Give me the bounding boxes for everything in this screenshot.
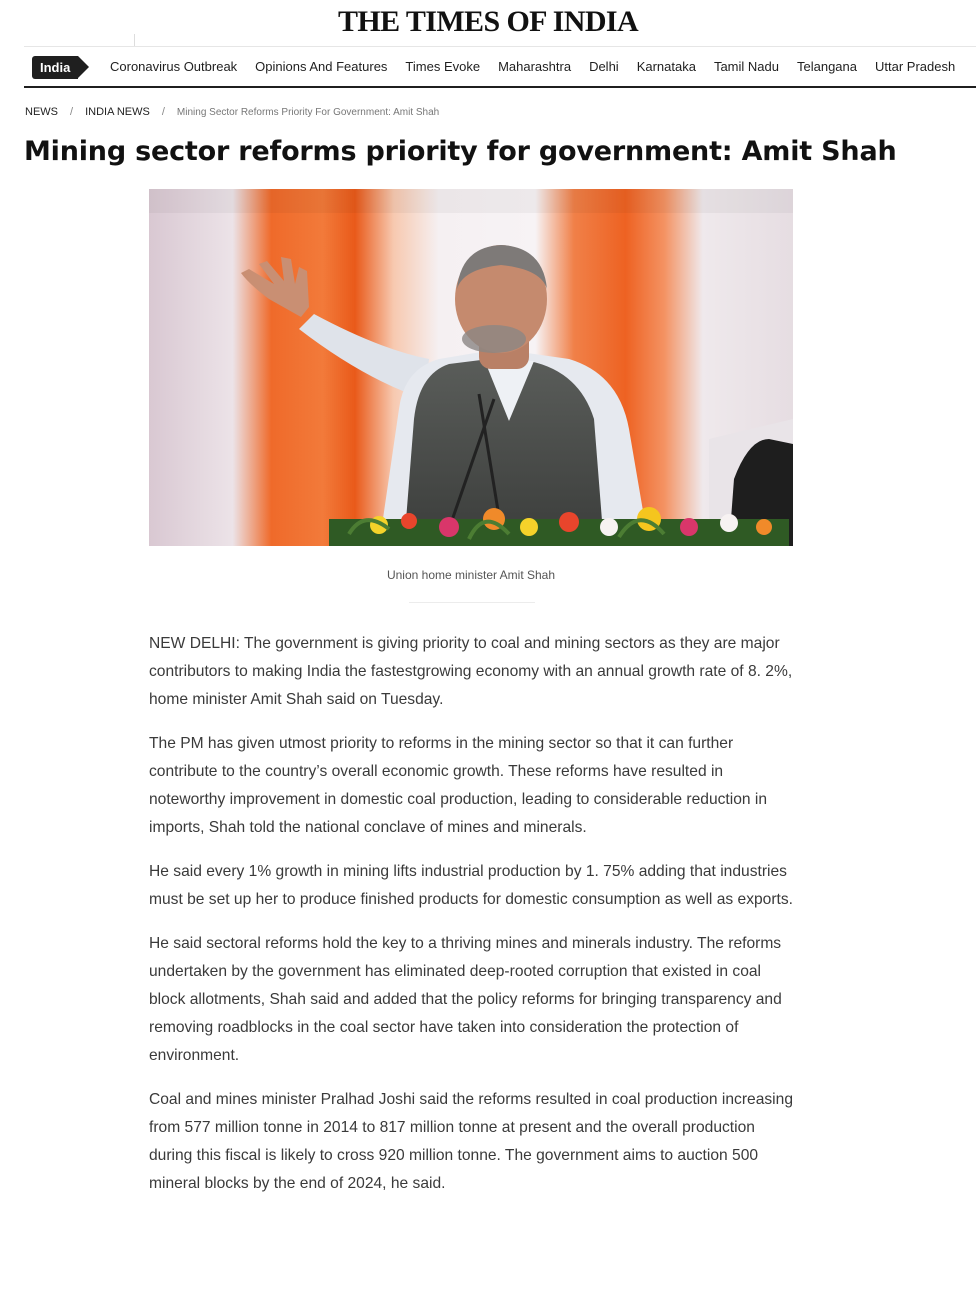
breadcrumb	[25, 106, 439, 118]
article-paragraph: He said every 1% growth in mining lifts industrial production by 1. 75% adding that industries must be set up her to produce finished products for domestic consumption as well as exports.	[149, 863, 794, 908]
nav-item-delhi[interactable]: Delhi	[589, 59, 619, 74]
nav-item-telangana[interactable]: Telangana	[796, 59, 857, 74]
article-paragraph: NEW DELHI: The government is giving priority to coal and mining sectors as they are major contributors to making India the fastestgrowing economy with an annual growth rate of 8. 2%, home minister Amit Shah said on Tuesday.	[149, 635, 793, 708]
article-paragraph: He said sectoral reforms hold the key to a thriving mines and minerals industry. The reforms undertaken by the government has eliminated deep-rooted corruption that existed in coal block allotments, Shah said and added that the policy reforms for bringing transparency and removing roadblocks in the coal sector have taken into consideration the protection of environment.	[149, 935, 782, 1064]
image-caption: Union home minister Amit Shah	[386, 568, 556, 582]
breadcrumb-india-news[interactable]: INDIA NEWS	[85, 106, 150, 118]
article-paragraph: Coal and mines minister Pralhad Joshi said the reforms resulted in coal production increasing from 577 million tonne in 2014 to 817 million tonne at present and the overall production during this fiscal is likely to cross 920 million tonne. The government aims to auction 500 mineral blocks by the end of 2024, he said.	[149, 1091, 793, 1192]
article-body	[149, 630, 797, 1214]
masthead-divider	[134, 34, 135, 46]
nav-item-maharashtra[interactable]: Maharashtra	[498, 59, 572, 74]
nav-items	[110, 47, 973, 87]
article-hero-image	[149, 189, 793, 546]
site-logo[interactable]: THE TIMES OF INDIA	[337, 5, 639, 38]
article-paragraph: The PM has given utmost priority to reforms in the mining sector so that it can further contribute to the country’s overall economic growth. These reforms have resulted in noteworthy improvement in domestic coal production, leading to considerable reduction in imports, Shah told the national conclave of mines and minerals.	[149, 735, 768, 836]
nav-item-tamil-nadu[interactable]: Tamil Nadu	[713, 59, 779, 74]
breadcrumb-news[interactable]: NEWS	[25, 106, 58, 118]
nav-item-opinions-and-features[interactable]: Opinions And Features	[255, 59, 388, 74]
breadcrumb-current: Mining Sector Reforms Priority For Government: Amit Shah	[176, 106, 440, 118]
nav-item-uttar-pradesh[interactable]: Uttar Pradesh	[874, 59, 956, 74]
masthead	[0, 0, 976, 44]
breadcrumb-separator: /	[70, 106, 74, 118]
breadcrumb-separator: /	[161, 106, 165, 118]
nav-item-coronavirus-outbreak[interactable]: Coronavirus Outbreak	[110, 59, 238, 74]
nav-item-karnataka[interactable]: Karnataka	[636, 59, 696, 74]
caption-divider	[409, 602, 535, 603]
nav-item-times-evoke[interactable]: Times Evoke	[405, 59, 481, 74]
nav-home-india[interactable]: India	[32, 56, 78, 79]
section-navbar	[24, 46, 976, 88]
article-headline: Mining sector reforms priority for government: Amit Shah	[24, 136, 897, 167]
